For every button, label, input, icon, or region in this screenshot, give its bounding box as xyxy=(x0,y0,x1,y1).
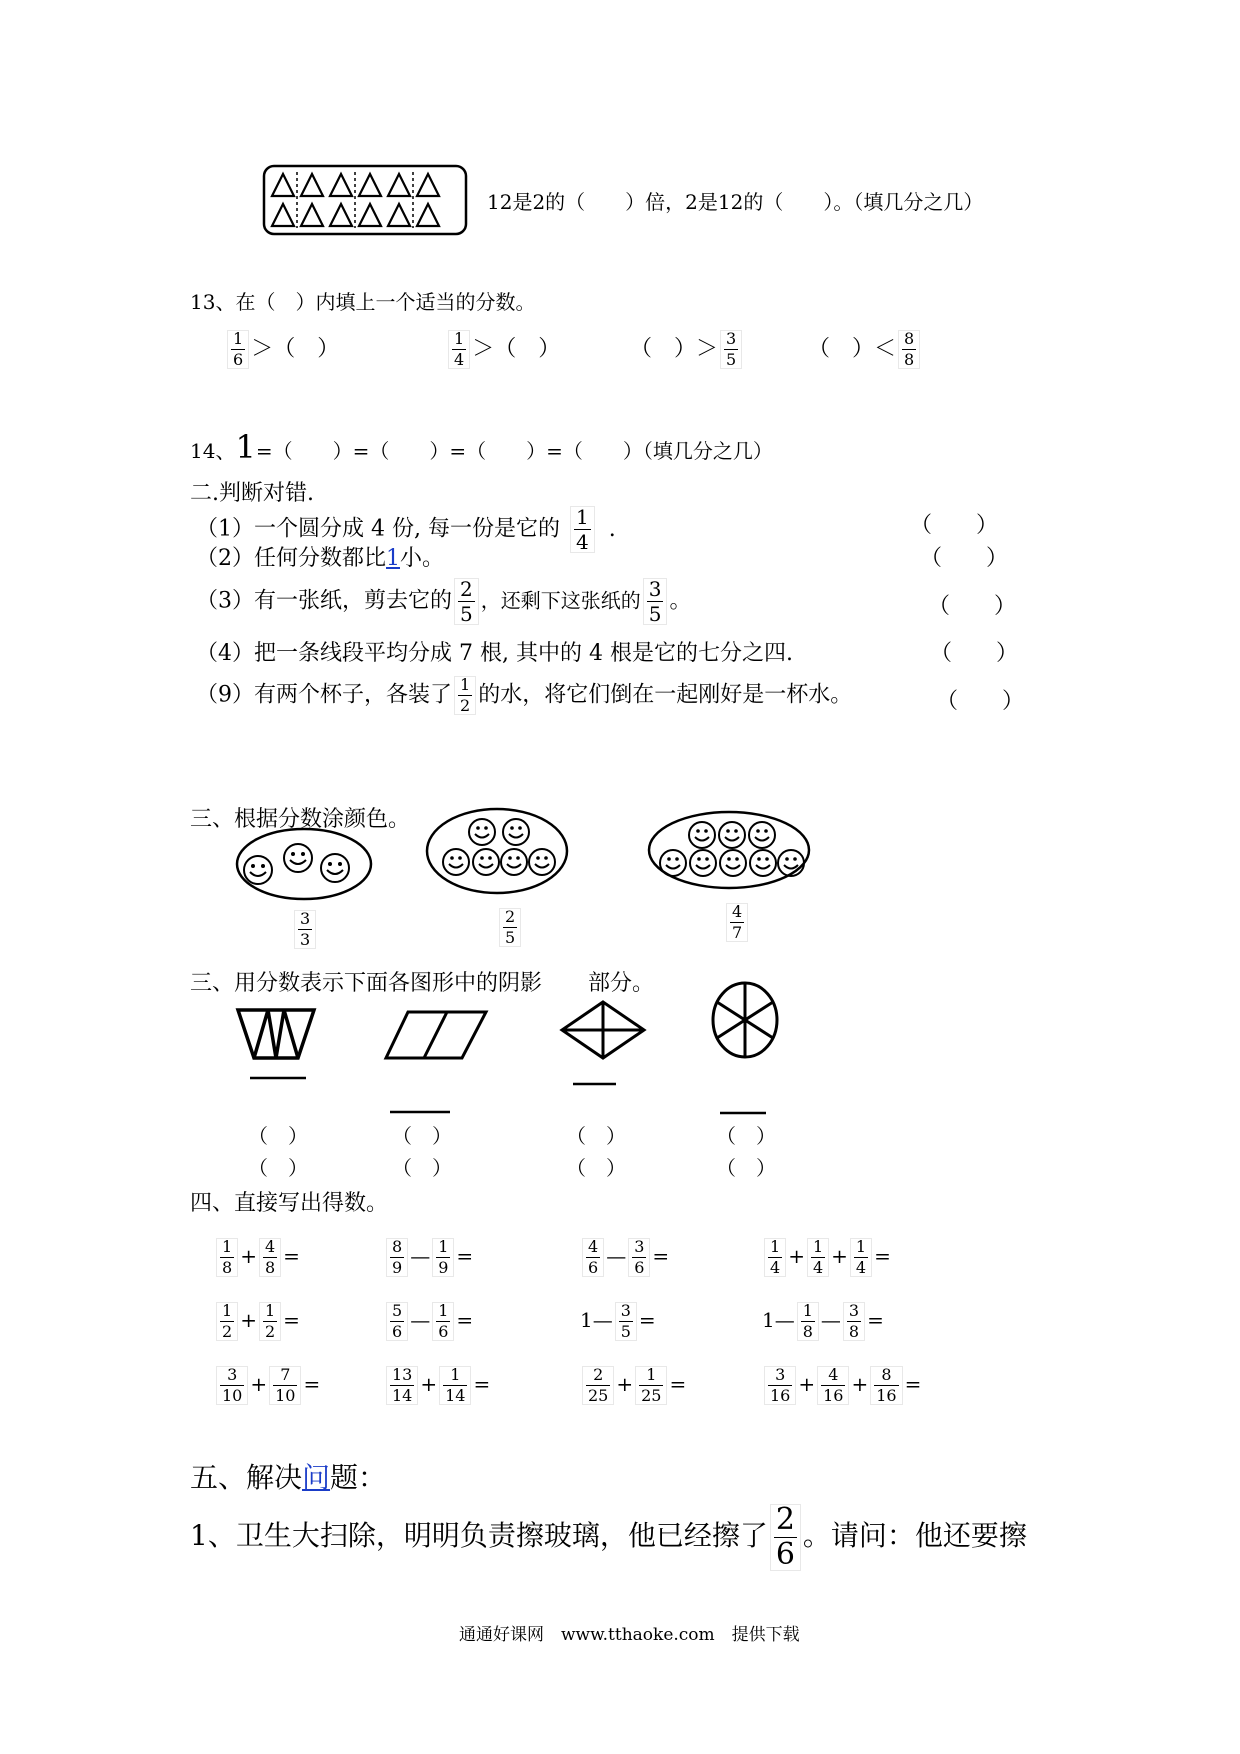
fraction: $\frac{4}{8}$ xyxy=(259,1238,281,1277)
operator: + xyxy=(240,1244,257,1268)
footer-text: 通通好课网 www.tthaoke.com 提供下载 xyxy=(459,1625,800,1645)
operator: — xyxy=(410,1308,431,1332)
q13-item-1: $\frac{1}{6}$ ＞（ ） xyxy=(225,330,339,369)
q14: 14、1=（ ）=（ ）=（ ）=（ ）（填几分之几） xyxy=(190,428,773,466)
judge-paren-1[interactable]: （ ） xyxy=(910,513,999,538)
judge-paren-2[interactable]: （ ） xyxy=(920,546,1009,571)
q13-item-3: （ ）＞ $\frac{3}{5}$ xyxy=(630,330,744,369)
operator: = xyxy=(303,1372,321,1396)
fraction: $\frac{1}{14}$ xyxy=(439,1366,471,1405)
operator: + xyxy=(250,1372,268,1396)
paren-1b[interactable]: （ ） xyxy=(248,1156,308,1180)
calc-item xyxy=(762,1238,891,1277)
operator: = xyxy=(456,1308,474,1332)
judge-item-1: （1）一个圆分成 4 份, 每一份是它的 $\frac{1}{4}$ . xyxy=(196,505,616,554)
operator: = xyxy=(456,1244,474,1268)
fraction: $\frac{8}{9}$ xyxy=(386,1238,408,1277)
operator: + xyxy=(420,1372,438,1396)
fraction: $\frac{4}{6}$ xyxy=(582,1238,604,1277)
fraction: $\frac{1}{8}$ xyxy=(216,1238,238,1277)
operator: = xyxy=(473,1372,491,1396)
color-frac-2: $\frac{2}{5}$ xyxy=(497,908,523,947)
paren-3b[interactable]: （ ） xyxy=(566,1156,626,1180)
judge-paren-3[interactable]: （ ） xyxy=(928,594,1017,619)
section4-title: 四、直接写出得数。 xyxy=(190,1191,389,1216)
fraction: $\frac{4}{16}$ xyxy=(817,1366,849,1405)
section3a-title: 三、根据分数涂颜色。 xyxy=(190,807,411,832)
fraction: $\frac{7}{10}$ xyxy=(269,1366,301,1405)
calc-item xyxy=(580,1366,686,1405)
operator: — xyxy=(606,1244,627,1268)
fraction: $\frac{3}{10}$ xyxy=(216,1366,248,1405)
section2-title: 二.判断对错. xyxy=(190,481,314,506)
operator: = xyxy=(669,1372,687,1396)
operator: + xyxy=(798,1372,816,1396)
operator: + xyxy=(616,1372,634,1396)
paren-4a[interactable]: （ ） xyxy=(716,1124,776,1148)
fraction: $\frac{1}{25}$ xyxy=(635,1366,667,1405)
judge-paren-4[interactable]: （ ） xyxy=(930,641,1019,666)
operator: 1— xyxy=(580,1308,613,1332)
operator: — xyxy=(820,1308,841,1332)
paren-3a[interactable]: （ ） xyxy=(566,1124,626,1148)
calc-item xyxy=(580,1238,669,1277)
calc-item xyxy=(762,1302,884,1341)
calc-item xyxy=(580,1302,656,1341)
calc-item xyxy=(762,1366,921,1405)
fraction: $\frac{13}{14}$ xyxy=(386,1366,418,1405)
operator: + xyxy=(788,1244,805,1268)
calc-item xyxy=(214,1302,300,1341)
operator: = xyxy=(283,1308,300,1332)
judge-item-3: （3）有一张纸，剪去它的 $\frac{2}{5}$ ，还剩下这张纸的 $\frac{3}{5}$ 。 xyxy=(196,577,692,626)
fraction: $\frac{8}{16}$ xyxy=(870,1366,902,1405)
fraction: $\frac{1}{8}$ xyxy=(797,1302,819,1341)
operator: = xyxy=(874,1244,891,1268)
fraction: $\frac{3}{8}$ xyxy=(843,1302,865,1341)
operator: = xyxy=(283,1244,300,1268)
fraction: $\frac{2}{25}$ xyxy=(582,1366,614,1405)
q13-title: 13、在（ ）内填上一个适当的分数。 xyxy=(190,290,536,314)
fraction: $\frac{3}{6}$ xyxy=(628,1238,650,1277)
judge-item-4: （4）把一条线段平均分成 7 根, 其中的 4 根是它的七分之四. xyxy=(196,641,793,666)
fraction: $\frac{1}{9}$ xyxy=(432,1238,454,1277)
link-one[interactable]: 1 xyxy=(386,546,400,571)
judge-item-2: （2）任何分数都比1小。 xyxy=(196,546,445,571)
judge-item-5: （9）有两个杯子，各装了 $\frac{1}{2}$ 的水，将它们倒在一起刚好是一杯水。 xyxy=(196,675,853,715)
calc-item xyxy=(384,1302,473,1341)
fraction: $\frac{3}{16}$ xyxy=(764,1366,796,1405)
paren-4b[interactable]: （ ） xyxy=(716,1156,776,1180)
paren-2b[interactable]: （ ） xyxy=(392,1156,452,1180)
section3b-title: 三、用分数表示下面各图形中的阴影 部分。 xyxy=(190,971,655,996)
judge-paren-5[interactable]: （ ） xyxy=(936,689,1025,714)
q13-item-2: $\frac{1}{4}$ ＞（ ） xyxy=(446,330,560,369)
calc-item xyxy=(384,1366,490,1405)
fraction: $\frac{3}{5}$ xyxy=(615,1302,637,1341)
fraction: $\frac{1}{4}$ xyxy=(764,1238,786,1277)
calc-item xyxy=(214,1238,300,1277)
link-wen[interactable]: 问 xyxy=(302,1461,331,1494)
operator: + xyxy=(240,1308,257,1332)
operator: 1— xyxy=(762,1308,795,1332)
operator: = xyxy=(904,1372,922,1396)
q12-text: 12是2的（ ）倍，2是12的（ ）。（填几分之几） xyxy=(487,190,984,214)
color-frac-3: $\frac{4}{7}$ xyxy=(724,903,750,942)
q13-item-4: （ ）＜ $\frac{8}{8}$ xyxy=(808,330,922,369)
paren-1a[interactable]: （ ） xyxy=(248,1124,308,1148)
fraction: $\frac{1}{4}$ xyxy=(850,1238,872,1277)
fraction: $\frac{1}{2}$ xyxy=(259,1302,281,1341)
fraction: $\frac{1}{6}$ xyxy=(432,1302,454,1341)
problem-1: 1、卫生大扫除，明明负责擦玻璃，他已经擦了 $\frac{2}{6}$ 。请问：他还要擦 xyxy=(190,1502,1027,1572)
operator: = xyxy=(652,1244,670,1268)
operator: + xyxy=(831,1244,848,1268)
section5-title: 五、解决问题： xyxy=(190,1461,387,1494)
operator: = xyxy=(867,1308,884,1332)
calc-item xyxy=(384,1238,473,1277)
fraction: $\frac{5}{6}$ xyxy=(386,1302,408,1341)
operator: + xyxy=(851,1372,869,1396)
fraction: $\frac{1}{2}$ xyxy=(216,1302,238,1341)
operator: — xyxy=(410,1244,431,1268)
calc-item xyxy=(214,1366,320,1405)
color-frac-1: $\frac{3}{3}$ xyxy=(292,910,318,949)
paren-2a[interactable]: （ ） xyxy=(392,1124,452,1148)
operator: = xyxy=(638,1308,656,1332)
fraction: $\frac{1}{4}$ xyxy=(807,1238,829,1277)
